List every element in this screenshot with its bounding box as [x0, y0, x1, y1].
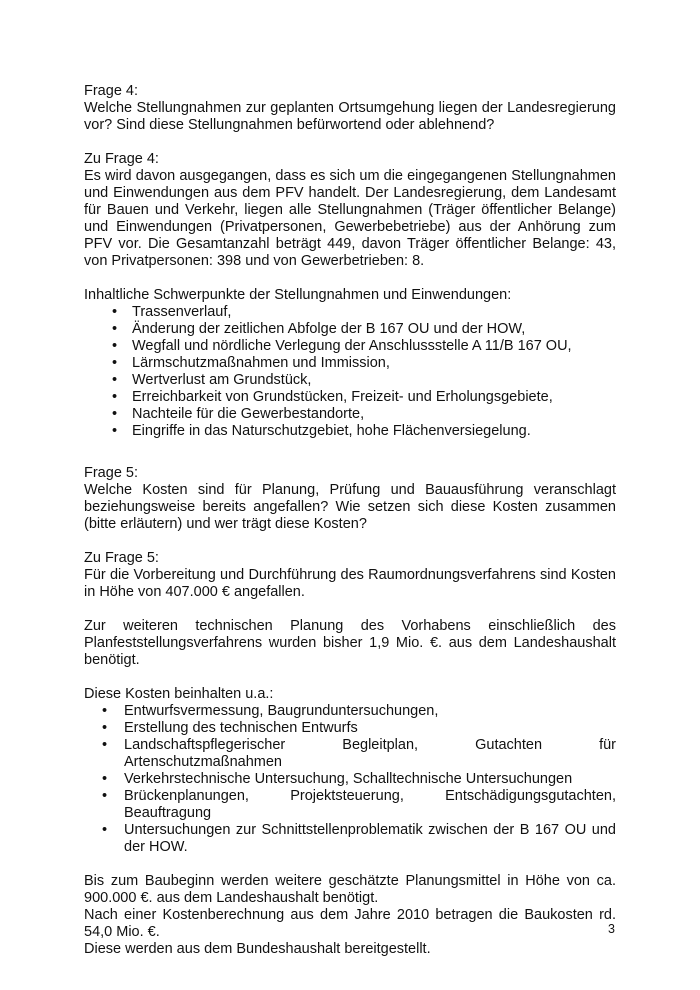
bullet-icon: •: [102, 703, 108, 719]
document-body: [84, 83, 616, 958]
list-item: • Verkehrstechnische Untersuchung, Schalltechnische Untersuchungen: [102, 771, 573, 787]
list-item: • Landschaftspflegerischer Begleitplan, Gutachten für Artenschutzmaßnahmen: [102, 737, 616, 770]
question-5-heading: Frage 5:: [84, 465, 138, 481]
answer-5-list-intro: Diese Kosten beinhalten u.a.:: [84, 686, 274, 702]
bullet-icon: •: [112, 406, 118, 422]
bullet-icon: •: [112, 338, 118, 354]
page-number: 3: [608, 922, 615, 936]
question-4-text: Welche Stellungnahmen zur geplanten Ortsumgehung liegen der Landesregierung vor? Sind diese Stellungnahmen befürwortend oder ablehnend?: [84, 100, 616, 133]
bullet-icon: •: [102, 771, 108, 787]
answer-5-text-5: Diese werden aus dem Bundeshaushalt bereitgestellt.: [84, 941, 431, 957]
list-item: • Wertverlust am Grundstück,: [112, 372, 312, 388]
list-item: • Wegfall und nördliche Verlegung der Anschlussstelle A 11/B 167 OU,: [112, 338, 572, 354]
list-item: • Entwurfsvermessung, Baugrunduntersuchungen,: [102, 703, 439, 719]
answer-5-text-1: Für die Vorbereitung und Durchführung des Raumordnungsverfahrens sind Kosten in Höhe von 407.000 € angefallen.: [84, 567, 616, 600]
answer-5-text-4: Nach einer Kostenberechnung aus dem Jahre 2010 betragen die Baukosten rd. 54,0 Mio. €.: [84, 907, 616, 940]
answer-5-list: [102, 703, 616, 856]
bullet-icon: •: [112, 304, 118, 320]
list-item: • Brückenplanungen, Projektsteuerung, Entschädigungsgutachten, Beauftragung: [102, 788, 616, 821]
question-4-heading: Frage 4:: [84, 83, 138, 99]
answer-5-heading: Zu Frage 5:: [84, 550, 159, 566]
bullet-icon: •: [102, 720, 108, 736]
answer-5-text-2: Zur weiteren technischen Planung des Vorhabens einschließlich des Planfeststellungsverfahrens wurden bisher 1,9 Mio. €. aus dem Landeshaushalt benötigt.: [84, 618, 616, 668]
bullet-icon: •: [112, 372, 118, 388]
answer-4-list-intro: Inhaltliche Schwerpunkte der Stellungnahmen und Einwendungen:: [84, 287, 512, 303]
answer-4-text: Es wird davon ausgegangen, dass es sich um die eingegangenen Stellungnahmen und Einwendungen aus dem PFV handelt. Der Landesregierung, dem Landesamt für Bauen und Verkehr, liegen alle Stellungnahmen (Träger öffentlicher Belange) und Einwendungen (Privatpersonen, Gewerbebetriebe) aus der Anhörung zum PFV vor. Die Gesamtanzahl beträgt 449, davon Träger öffentlicher Belange: 43, von Privatpersonen: 398 und von Gewerbetrieben: 8.: [84, 168, 616, 269]
list-item: • Lärmschutzmaßnahmen und Immission,: [112, 355, 390, 371]
bullet-icon: •: [112, 423, 118, 439]
question-5-text: Welche Kosten sind für Planung, Prüfung und Bauausführung veranschlagt beziehungsweise bereits angefallen? Wie setzen sich diese Kosten zusammen (bitte erläutern) und wer trägt diese Kosten?: [84, 482, 616, 532]
list-item: • Nachteile für die Gewerbestandorte,: [112, 406, 365, 422]
bullet-icon: •: [102, 788, 108, 804]
bullet-icon: •: [102, 737, 108, 753]
list-item: • Erreichbarkeit von Grundstücken, Freizeit- und Erholungsgebiete,: [112, 389, 553, 405]
list-item: • Untersuchungen zur Schnittstellenproblematik zwischen der B 167 OU und der HOW.: [102, 822, 616, 855]
answer-5-text-3: Bis zum Baubeginn werden weitere geschätzte Planungsmittel in Höhe von ca. 900.000 €. aus dem Landeshaushalt benötigt.: [84, 873, 616, 906]
bullet-icon: •: [112, 389, 118, 405]
list-item: • Trassenverlauf,: [112, 304, 232, 320]
bullet-icon: •: [102, 822, 108, 838]
answer-4-list: [112, 304, 616, 440]
bullet-icon: •: [112, 321, 118, 337]
bullet-icon: •: [112, 355, 118, 371]
list-item: • Eingriffe in das Naturschutzgebiet, hohe Flächenversiegelung.: [112, 423, 531, 439]
answer-4-heading: Zu Frage 4:: [84, 151, 159, 167]
list-item: • Änderung der zeitlichen Abfolge der B 167 OU und der HOW,: [112, 321, 526, 337]
list-item: • Erstellung des technischen Entwurfs: [102, 720, 358, 736]
